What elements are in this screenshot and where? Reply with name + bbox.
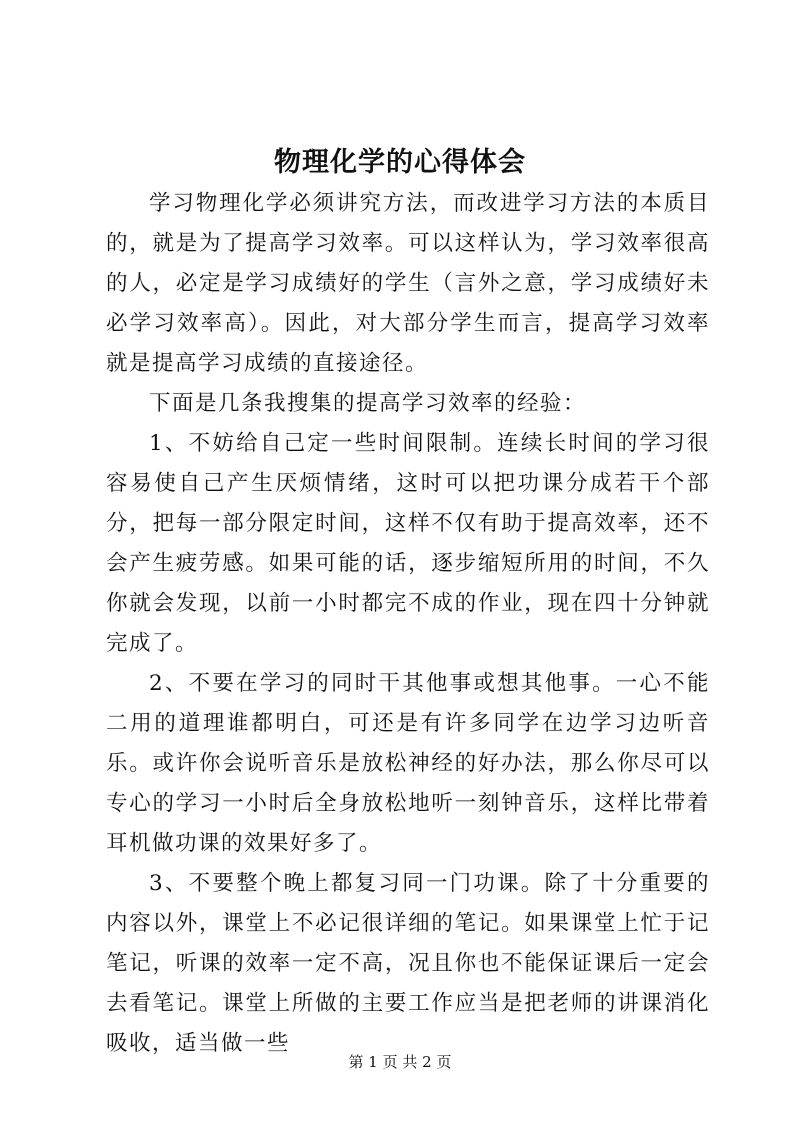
paragraph-intro: 学习物理化学必须讲究方法，而改进学习方法的本质目的，就是为了提高学习效率。可以这样认为，学习效率很高的人，必定是学习成绩好的学生（言外之意，学习成绩好未必学习效率高）。因此，对大部分学生而言，提高学习效率就是提高学习成绩的直接途径。 [106,191,710,376]
paragraph-lead: 下面是几条我搜集的提高学习效率的经验： [149,391,587,416]
paragraph-tip-1: 1、不妨给自己定一些时间限制。连续长时间的学习很容易使自己产生厌烦情绪，这时可以把功课分成若干个部分，把每一部分限定时间，这样不仅有助于提高效率，还不会产生疲劳感。如果可能的话，逐步缩短所用的时间，不久你就会发现，以前一小时都完不成的作业，现在四十分钟就完成了。 [106,431,710,656]
document-title: 物理化学的心得体会 [274,147,526,178]
page-footer: 第 1 页 共 2 页 [348,1053,452,1071]
paragraph-tip-2: 2、不要在学习的同时干其他事或想其他事。一心不能二用的道理谁都明白，可还是有许多同学在边学习边听音乐。或许你会说听音乐是放松神经的好办法，那么你尽可以专心的学习一小时后全身放松地听一刻钟音乐，这样比带着耳机做功课的效果好多了。 [106,671,710,856]
paragraph-tip-3: 3、不要整个晚上都复习同一门功课。除了十分重要的内容以外，课堂上不必记很详细的笔记。如果课堂上忙于记笔记，听课的效率一定不高，况且你也不能保证课后一定会去看笔记。课堂上所做的主要工作应当是把老师的讲课消化吸收，适当做一些 [106,871,710,1056]
document-body [106,184,710,1064]
